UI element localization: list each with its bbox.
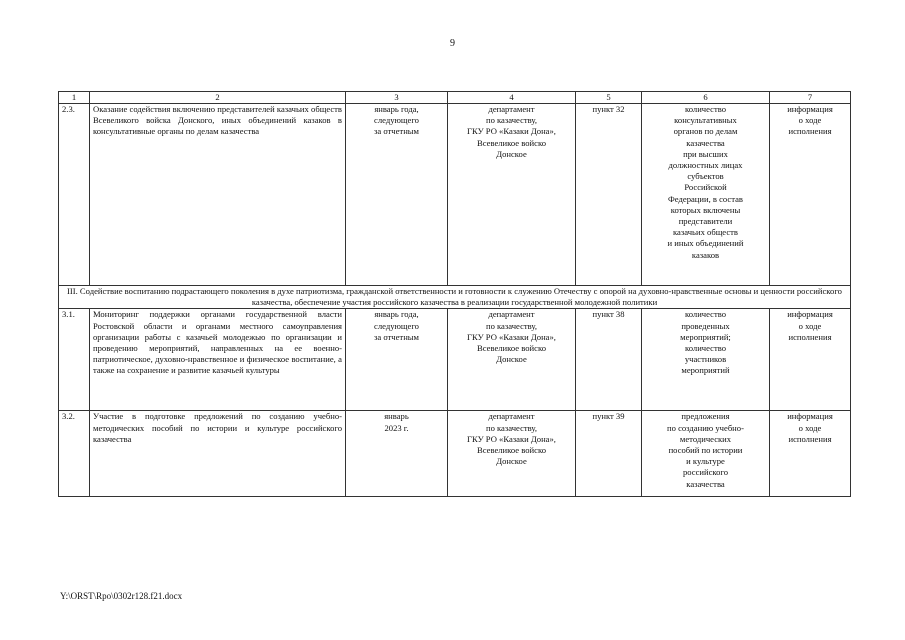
column-number-row bbox=[59, 92, 851, 104]
executor-cell: департамент по казачеству, ГКУ РО «Казаки Дона», Всевеликое войско Донское bbox=[448, 411, 576, 497]
section-row bbox=[59, 286, 851, 309]
column-header: 6 bbox=[642, 92, 770, 104]
column-header: 1 bbox=[59, 92, 90, 104]
report-cell: информация о ходе исполнения bbox=[770, 411, 851, 497]
column-header: 5 bbox=[576, 92, 642, 104]
column-header: 2 bbox=[90, 92, 346, 104]
term-cell: январь года, следующего за отчетным bbox=[346, 309, 448, 411]
activity-cell: Оказание содействия включению представителей казачьих обществ Всевеликого войска Донского, иных объединений казаков в консультативные органы по делам казачества bbox=[90, 104, 346, 286]
point-cell: пункт 38 bbox=[576, 309, 642, 411]
page-number: 9 bbox=[450, 38, 455, 49]
point-cell: пункт 39 bbox=[576, 411, 642, 497]
report-cell: информация о ходе исполнения bbox=[770, 309, 851, 411]
activity-cell: Участие в подготовке предложений по созданию учебно-методических пособий по истории и культуре российского казачества bbox=[90, 411, 346, 497]
column-header: 4 bbox=[448, 92, 576, 104]
row-number: 3.2. bbox=[59, 411, 90, 497]
table-row bbox=[59, 104, 851, 286]
activity-cell: Мониторинг поддержки органами государственной власти Ростовской области и органами местного самоуправления организации работы с казачьей молодежью по организации и проведению мероприятий, направленных на ее военно-патриотическое, духовно-нравственное и физическое воспитание, а также на сохранение и развитие казачьей культуры bbox=[90, 309, 346, 411]
row-number: 2.3. bbox=[59, 104, 90, 286]
term-cell: январь 2023 г. bbox=[346, 411, 448, 497]
plan-table bbox=[58, 91, 851, 497]
term-cell: январь года, следующего за отчетным bbox=[346, 104, 448, 286]
executor-cell: департамент по казачеству, ГКУ РО «Казаки Дона», Всевеликое войско Донское bbox=[448, 309, 576, 411]
report-cell: информация о ходе исполнения bbox=[770, 104, 851, 286]
document-path: Y:\ORST\Rpo\0302r128.f21.docx bbox=[60, 591, 183, 601]
indicator-cell: количество консультативных органов по делам казачества при высших должностных лицах субъектов Российской Федерации, в состав которых включены представители казачьих обществ и иных объединений казаков bbox=[642, 104, 770, 286]
table-row bbox=[59, 411, 851, 497]
executor-cell: департамент по казачеству, ГКУ РО «Казаки Дона», Всевеликое войско Донское bbox=[448, 104, 576, 286]
row-number: 3.1. bbox=[59, 309, 90, 411]
indicator-cell: количество проведенных мероприятий; количество участников мероприятий bbox=[642, 309, 770, 411]
point-cell: пункт 32 bbox=[576, 104, 642, 286]
column-header: 3 bbox=[346, 92, 448, 104]
column-header: 7 bbox=[770, 92, 851, 104]
indicator-cell: предложения по созданию учебно- методических пособий по истории и культуре российского казачества bbox=[642, 411, 770, 497]
table-row bbox=[59, 309, 851, 411]
section-title: III. Содействие воспитанию подрастающего поколения в духе патриотизма, гражданской ответственности и готовности к служению Отечеству с опорой на духовно-нравственные основы и ценности российского казачества, обеспечение участия российского казачества в реализации государственной молодежной политики bbox=[59, 286, 851, 309]
